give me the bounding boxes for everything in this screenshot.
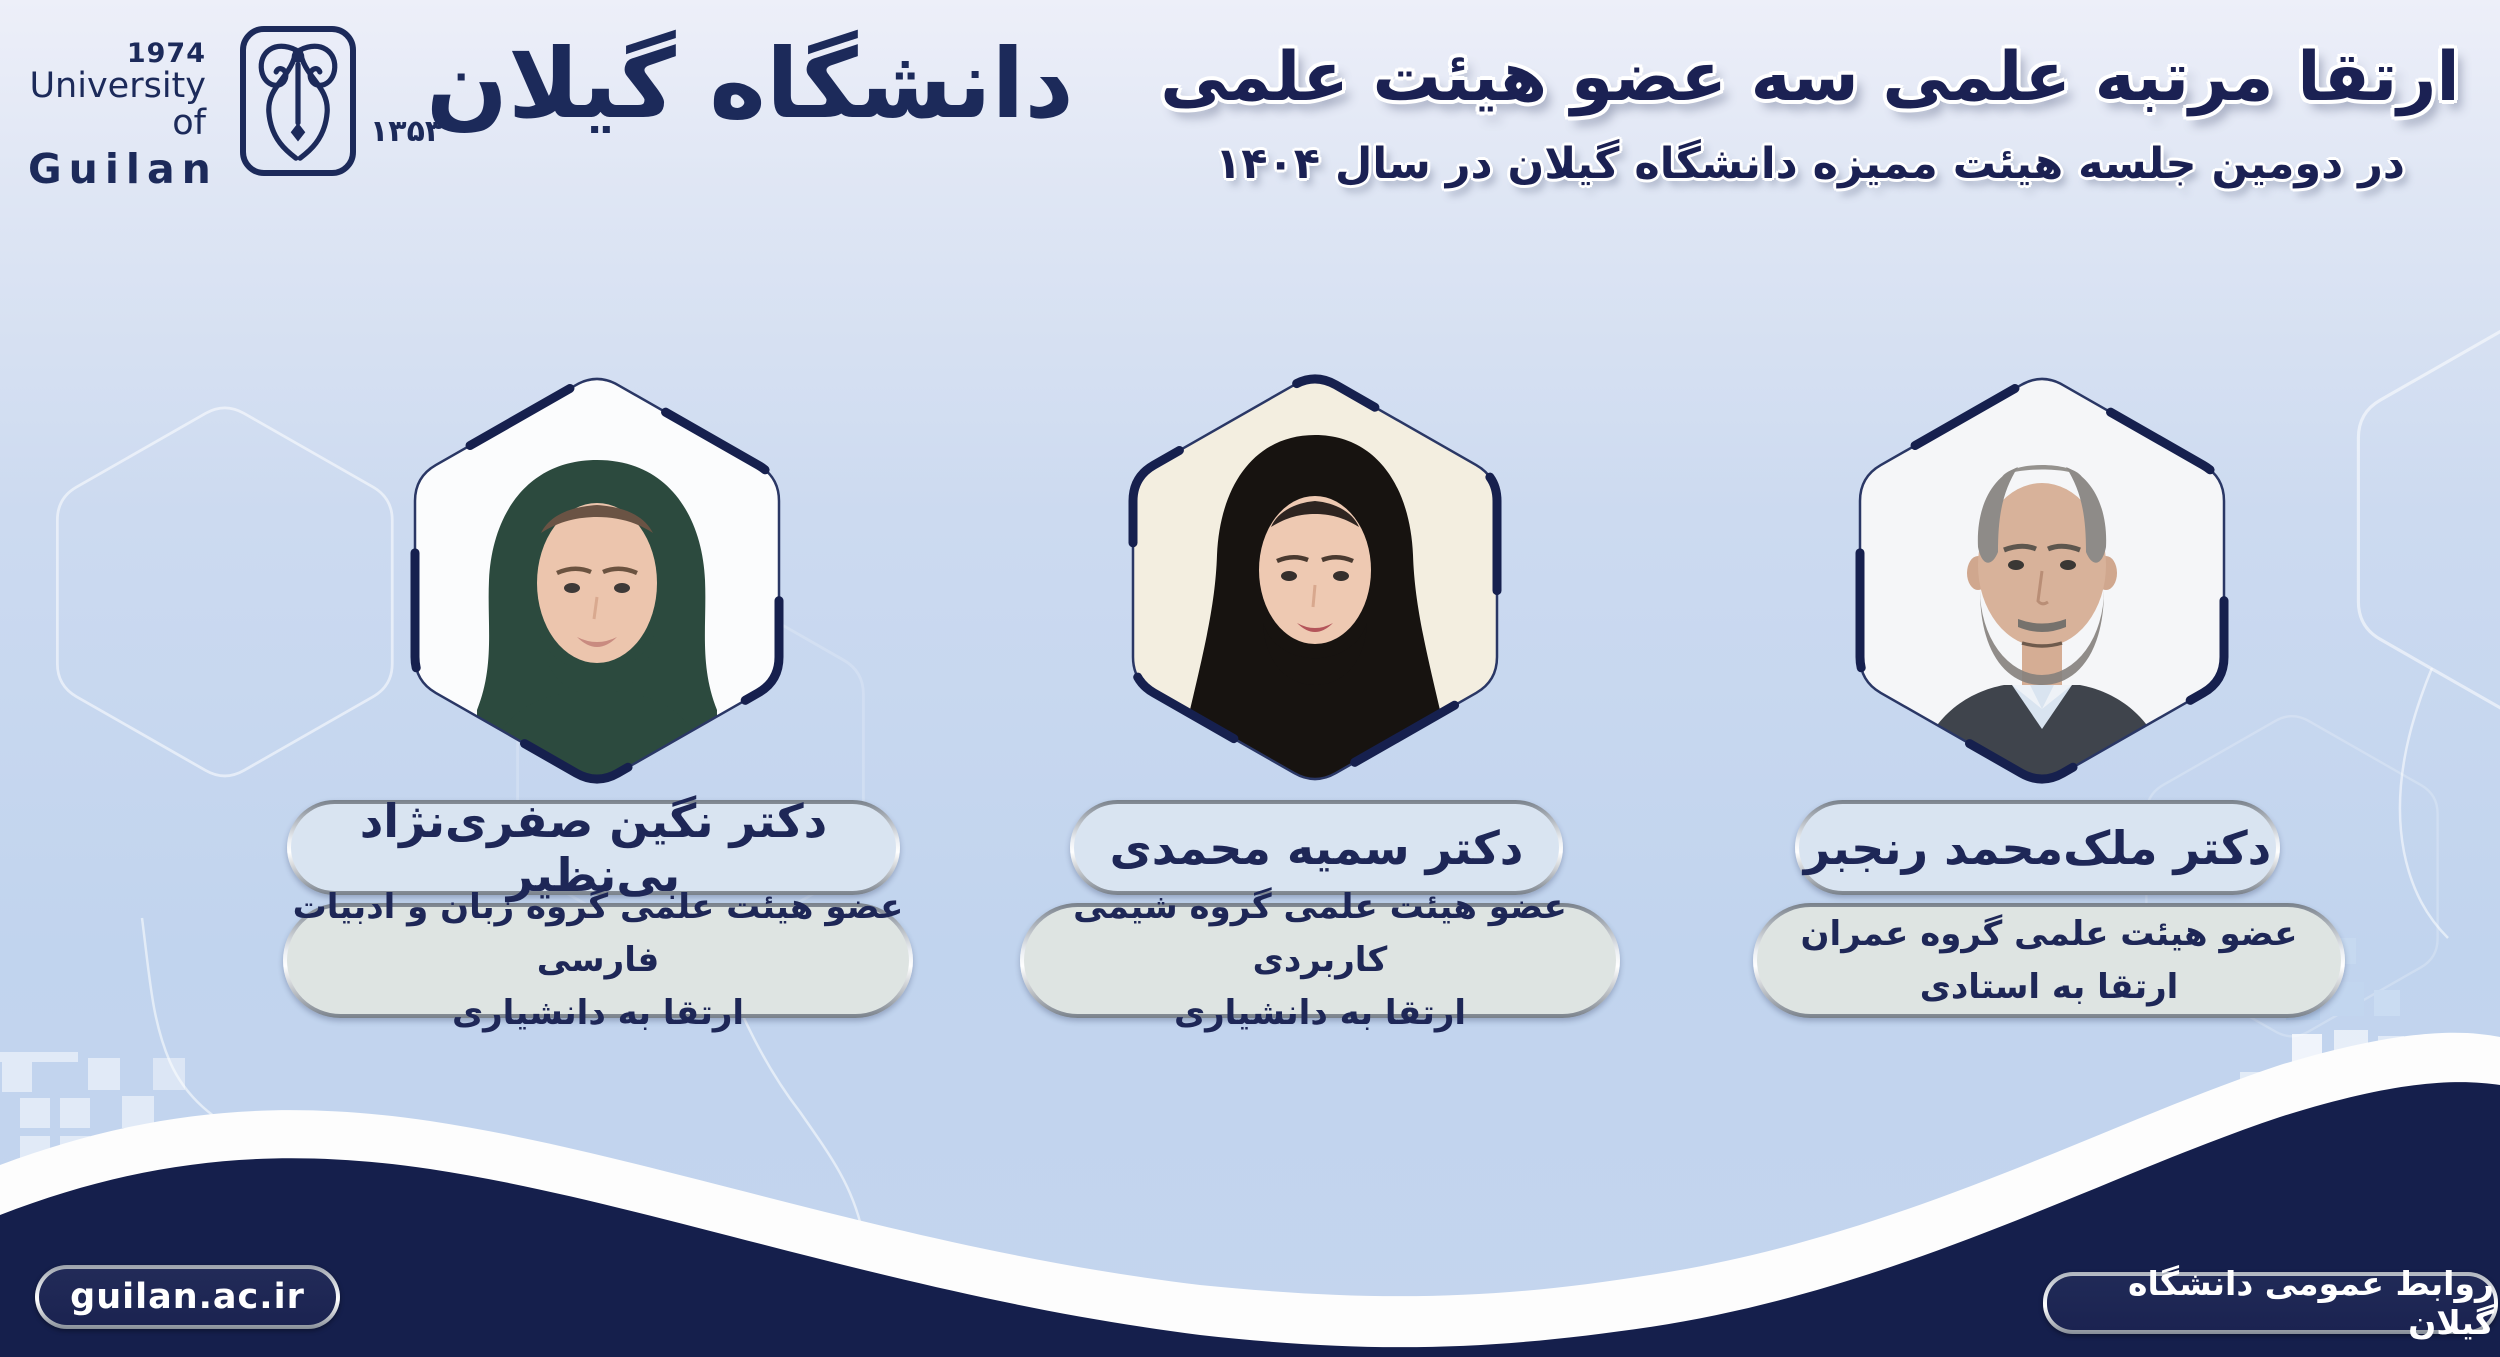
person-name: دکتر ملک‌محمد رنجبر (1803, 820, 2272, 875)
person-promotion: ارتقا به دانشیاری (451, 992, 745, 1033)
name-pill (1795, 800, 2280, 895)
credit-text: روابط عمومی دانشگاه گیلان (2128, 1264, 2494, 1342)
logo-english-text (28, 38, 218, 193)
person-promotion: ارتقا به دانشیاری (1173, 992, 1467, 1033)
portrait-woman-black-headscarf (1125, 365, 1505, 795)
main-title: ارتقا مرتبه علمی سه عضو هیئت علمی (1160, 38, 2460, 117)
website-badge (35, 1265, 340, 1329)
logo-guilan: Guilan (28, 144, 218, 193)
person-name: دکتر نگین صفری‌نژاد بی‌نظیر (359, 793, 828, 902)
public-relations-badge (2043, 1264, 2498, 1342)
avatar-woman-green (477, 460, 717, 795)
person-dept: عضو هیئت علمی گروه شیمی کاربردی (1073, 887, 1567, 981)
logo-year-english: 1974 (126, 38, 206, 69)
person-promotion: ارتقا به استادی (1919, 966, 2179, 1007)
person-dept: عضو هیئت علمی گروه عمران (1800, 913, 2298, 954)
website-url: guilan.ac.ir (70, 1277, 305, 1317)
person-name: دکتر سمیه محمدی (1109, 820, 1524, 875)
person-dept: عضو هیئت علمی گروه زبان و ادبیات فارسی (292, 887, 904, 981)
logo-university-of: University of (29, 66, 206, 144)
portrait-man-gray-suit (1852, 365, 2232, 795)
headline-block (1160, 38, 2460, 189)
portrait-woman-green-headscarf (407, 365, 787, 795)
logo-year-persian: ۱۳۵۳ (370, 114, 444, 149)
university-logo (28, 18, 1074, 208)
university-emblem-icon (240, 26, 356, 176)
subtitle: در دومین جلسه هیئت ممیزه دانشگاه گیلان در سال ۱۴۰۴ (1215, 139, 2405, 189)
emblem-motif (246, 32, 350, 170)
logo-persian-name: دانشگاه گیلان (426, 28, 1074, 140)
